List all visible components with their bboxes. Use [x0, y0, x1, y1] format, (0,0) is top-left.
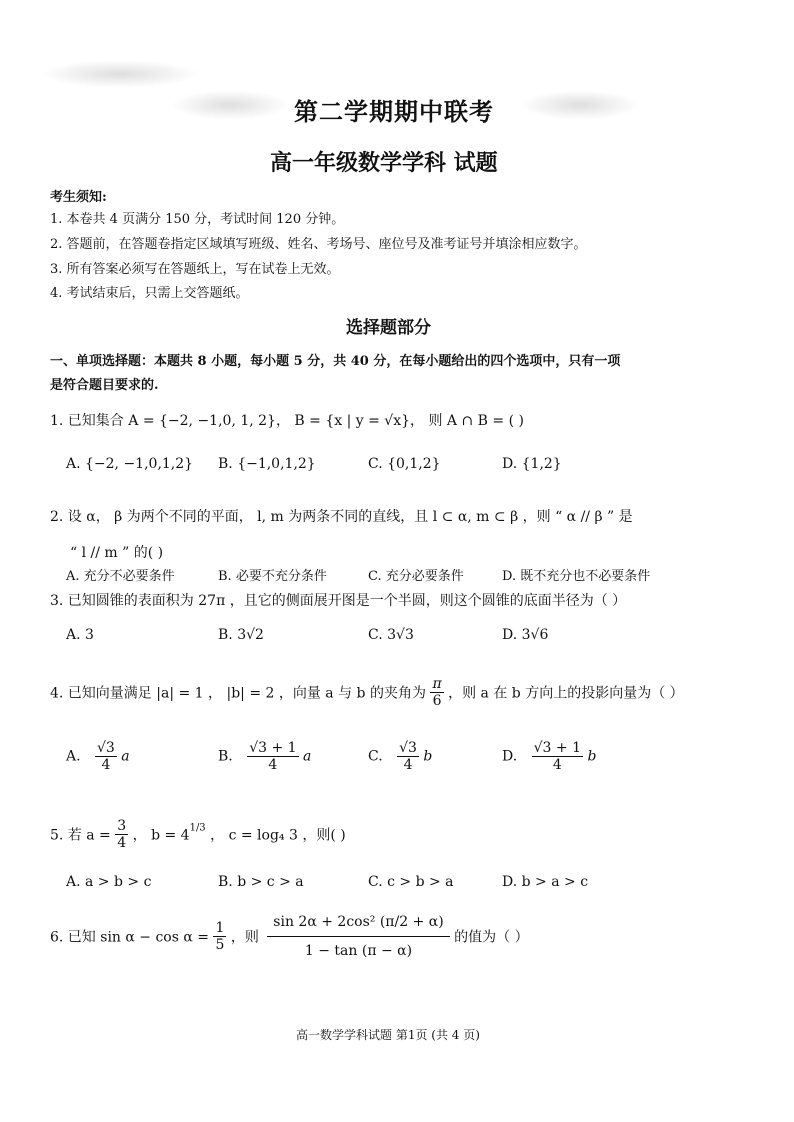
question-3-option-c: C. 3√3 — [368, 627, 414, 643]
question-6-expression-denominator: 1 − tan (π − α) — [304, 943, 413, 960]
question-5-option-b: B. b > c > a — [218, 874, 304, 890]
question-3-stem: 3. 已知圆锥的表面积为 27π ，且它的侧面展开图是一个半圆，则这个圆锥的底面半径为（ ） — [50, 593, 627, 609]
scan-smudge-left — [40, 60, 200, 88]
question-5-exponent: 1/3 — [189, 822, 206, 834]
question-5-a-denominator: 4 — [117, 835, 127, 852]
question-4-option-b-fraction — [247, 740, 298, 773]
scan-smudge-right — [520, 90, 640, 120]
notice-item-4: 4. 考试结束后，只需上交答题纸。 — [50, 286, 249, 301]
question-5-a-numerator: 3 — [117, 818, 127, 834]
question-4-option-c-vector: b — [423, 748, 433, 765]
question-4-option-b-numerator: √3 + 1 — [249, 740, 297, 756]
question-4-option-a-fraction — [95, 740, 117, 773]
question-4-option-c-denominator: 4 — [403, 757, 413, 774]
question-4-option-a-numerator: √3 — [97, 740, 115, 756]
question-5-a-fraction — [115, 818, 128, 851]
question-1-stem: 1. 已知集合 A = {−2, −1,0, 1, 2}， B = {x | y = √x}， 则 A ∩ B = ( ) — [50, 413, 524, 429]
question-4-option-b-vector: a — [303, 748, 312, 765]
question-4-option-d-label: D. — [502, 748, 518, 765]
question-4-angle-numerator: π — [432, 676, 442, 692]
question-5-middle: ， b = 4 — [132, 827, 190, 844]
question-6-prefix: 6. 已知 sin α − cos α = — [50, 929, 210, 946]
section-instruction-2: 是符合题目要求的. — [50, 378, 159, 393]
question-4-angle-denominator: 6 — [432, 693, 442, 710]
question-4-option-d-vector: b — [587, 748, 597, 765]
question-4-option-c — [368, 740, 432, 773]
question-4-option-a-vector: a — [121, 748, 130, 765]
question-4-option-d — [502, 740, 596, 773]
question-6-given-numerator: 1 — [215, 920, 225, 936]
page-footer: 高一数学学科试题 第1页 (共 4 页) — [296, 1028, 480, 1042]
question-3-option-b: B. 3√2 — [218, 627, 264, 643]
question-4-option-d-numerator: √3 + 1 — [533, 740, 582, 756]
question-2-option-b: B. 必要不充分条件 — [218, 569, 327, 584]
notice-item-2: 2. 答题前，在答题卷指定区域填写班级、姓名、考场号、座位号及准考证号并填涂相应数字。 — [50, 237, 587, 252]
question-4-option-b-denominator: 4 — [268, 757, 278, 774]
question-6-given-denominator: 5 — [215, 937, 225, 954]
question-1-option-b: B. {−1,0,1,2} — [218, 456, 316, 472]
question-4-stem-end: ，则 a 在 b 方向上的投影向量为（ ） — [448, 685, 684, 702]
question-5-suffix: ， c = log₄ 3 ，则( ) — [210, 827, 346, 844]
question-1-option-d: D. {1,2} — [502, 456, 562, 472]
page-subtitle: 高一年级数学学科 试题 — [270, 150, 498, 176]
question-5-prefix: 5. 若 a = — [50, 827, 111, 844]
notice-item-3: 3. 所有答案必须写在答题纸上，写在试卷上无效。 — [50, 262, 340, 277]
question-2-option-d: D. 既不充分也不必要条件 — [502, 569, 651, 584]
question-3-option-a: A. 3 — [66, 627, 94, 643]
question-5-option-c: C. c > b > a — [368, 874, 454, 890]
question-6-expression-fraction — [267, 908, 449, 965]
question-4-stem — [50, 676, 684, 709]
question-4-option-a-denominator: 4 — [101, 757, 111, 774]
question-5-option-a: A. a > b > c — [66, 874, 152, 890]
page-title: 第二学期期中联考 — [294, 97, 494, 126]
section-title: 选择题部分 — [346, 318, 431, 338]
notice-heading: 考生须知: — [50, 190, 107, 205]
section-instruction-1: 一、单项选择题：本题共 8 小题，每小题 5 分，共 40 分，在每小题给出的四个选项中，只有一项 — [50, 354, 621, 369]
notice-item-1: 1. 本卷共 4 页满分 150 分，考试时间 120 分钟。 — [50, 212, 345, 227]
question-2-stem-line-1: 2. 设 α， β 为两个不同的平面， l, m 为两条不同的直线，且 l ⊂ α, m ⊂ β ，则 “ α // β ” 是 — [50, 509, 633, 525]
question-4-option-b — [218, 740, 311, 773]
question-2-option-c: C. 充分必要条件 — [368, 569, 464, 584]
question-4-stem-start: 4. 已知向量满足 |a| = 1 ， |b| = 2 ，向量 a 与 b 的夹角为 — [50, 685, 426, 702]
question-6-suffix: 的值为（ ） — [454, 929, 529, 946]
question-2-stem-line-2: “ l // m ” 的( ) — [70, 545, 164, 561]
question-4-option-d-fraction — [532, 740, 583, 773]
question-6-middle: ，则 — [230, 929, 259, 946]
scan-smudge-center — [170, 90, 290, 120]
question-4-option-c-numerator: √3 — [399, 740, 417, 756]
question-4-option-b-label: B. — [218, 748, 233, 765]
question-4-option-a — [66, 740, 130, 773]
question-1-option-a: A. {−2, −1,0,1,2} — [66, 456, 194, 472]
question-4-option-a-label: A. — [66, 748, 81, 765]
question-6-stem — [50, 908, 529, 965]
question-5-option-d: D. b > a > c — [502, 874, 589, 890]
question-4-option-c-label: C. — [368, 748, 383, 765]
question-1-option-c: C. {0,1,2} — [368, 456, 441, 472]
question-3-option-d: D. 3√6 — [502, 627, 549, 643]
question-5-stem — [50, 818, 346, 851]
question-6-given-fraction — [213, 920, 226, 953]
question-6-expression-numerator: sin 2α + 2cos² (π/2 + α) — [267, 908, 449, 937]
question-2-option-a: A. 充分不必要条件 — [66, 569, 175, 584]
question-4-angle-fraction — [430, 676, 443, 709]
question-4-option-c-fraction — [397, 740, 419, 773]
question-4-option-d-denominator: 4 — [552, 757, 562, 774]
